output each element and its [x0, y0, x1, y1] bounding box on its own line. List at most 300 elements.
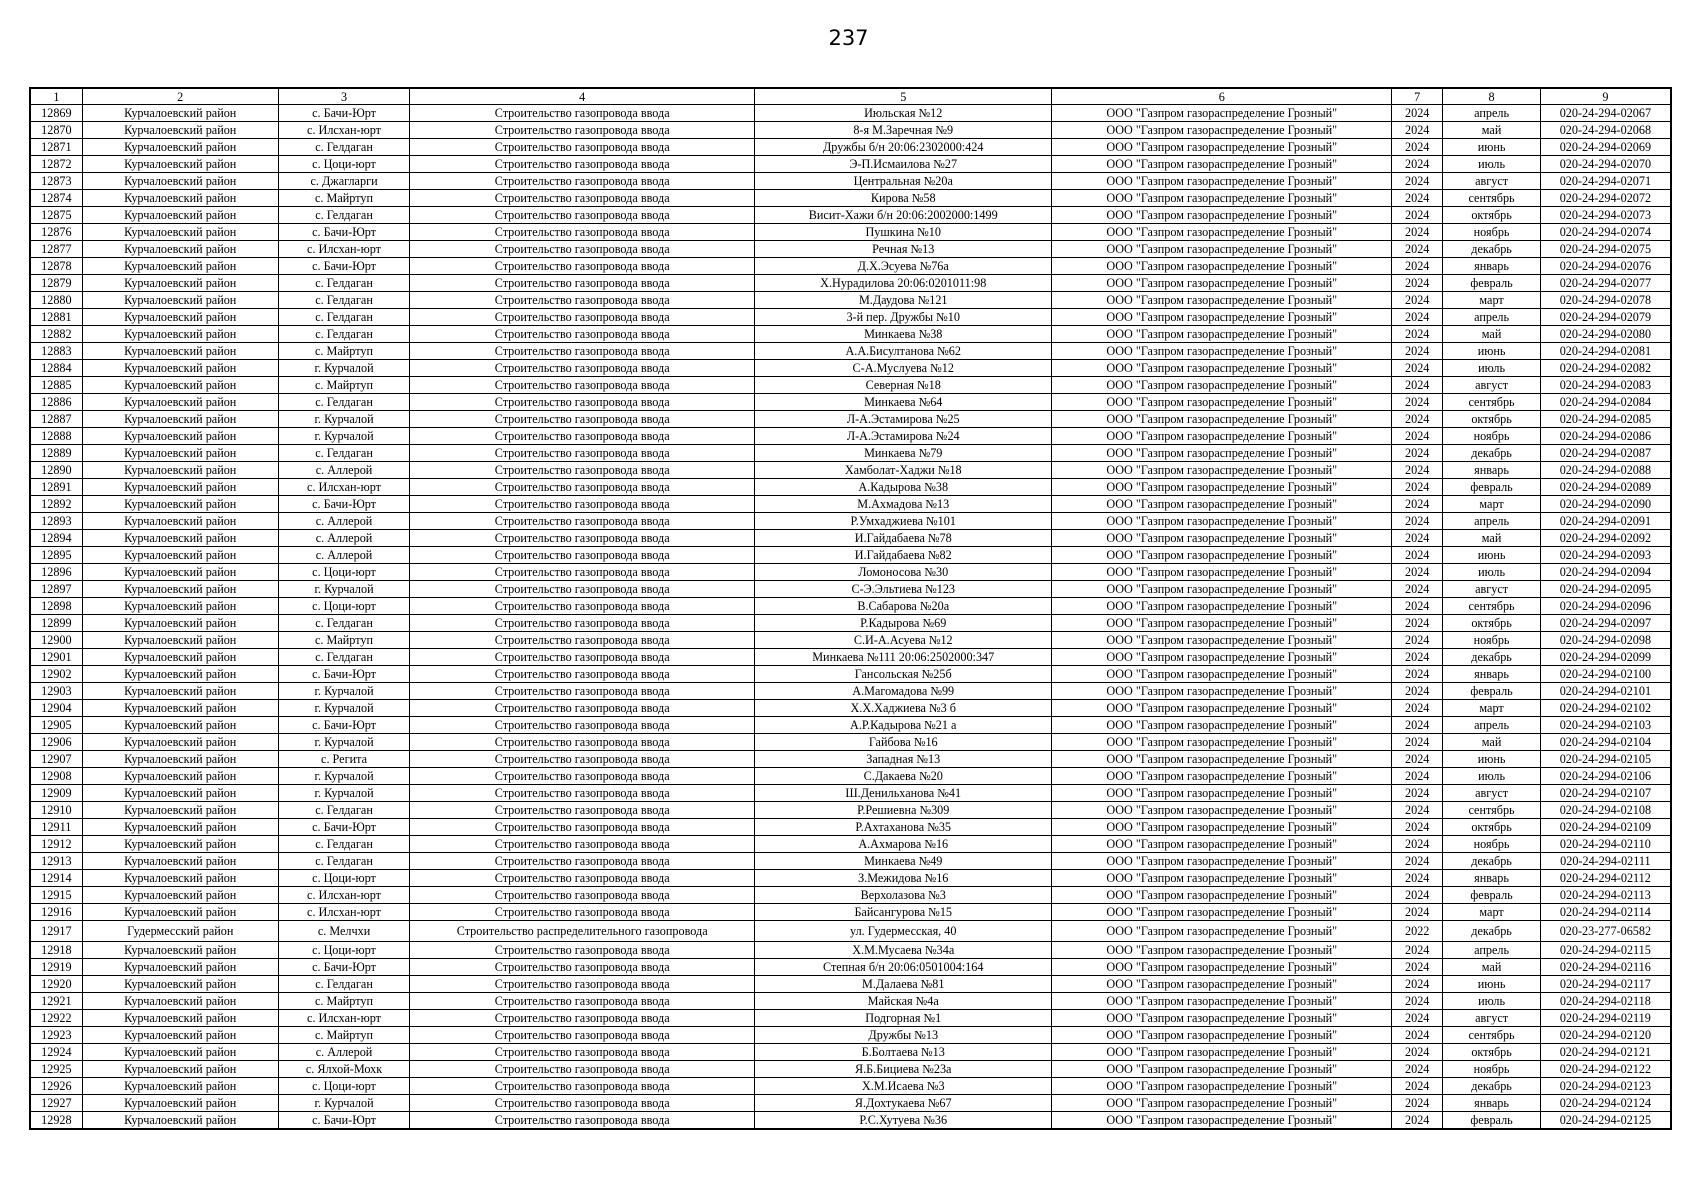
- year-cell: 2024: [1392, 139, 1443, 156]
- registration-number-cell: 020-24-294-02069: [1540, 139, 1671, 156]
- organization-cell: ООО "Газпром газораспределение Грозный": [1052, 887, 1392, 904]
- work-type-cell: Строительство газопровода ввода: [410, 394, 755, 411]
- address-cell: Верхолазова №3: [755, 887, 1052, 904]
- settlement-cell: с. Аллерой: [278, 1044, 410, 1061]
- work-type-cell: Строительство газопровода ввода: [410, 156, 755, 173]
- year-cell: 2024: [1392, 598, 1443, 615]
- year-cell: 2024: [1392, 887, 1443, 904]
- work-type-cell: Строительство газопровода ввода: [410, 1078, 755, 1095]
- settlement-cell: с. Регита: [278, 751, 410, 768]
- year-cell: 2024: [1392, 224, 1443, 241]
- work-type-cell: Строительство газопровода ввода: [410, 139, 755, 156]
- month-cell: сентябрь: [1443, 190, 1540, 207]
- work-type-cell: Строительство газопровода ввода: [410, 411, 755, 428]
- table-row: [30, 887, 1671, 904]
- record-number-cell: 12901: [30, 649, 82, 666]
- record-number-cell: 12925: [30, 1061, 82, 1078]
- table-row: [30, 921, 1671, 942]
- record-number-cell: 12886: [30, 394, 82, 411]
- record-number-cell: 12882: [30, 326, 82, 343]
- district-cell: Курчалоевский район: [82, 959, 278, 976]
- address-cell: Минкаева №79: [755, 445, 1052, 462]
- registration-number-cell: 020-24-294-02117: [1540, 976, 1671, 993]
- year-cell: 2024: [1392, 173, 1443, 190]
- month-cell: октябрь: [1443, 615, 1540, 632]
- column-header: 1: [30, 88, 82, 105]
- column-header: 5: [755, 88, 1052, 105]
- district-cell: Курчалоевский район: [82, 105, 278, 122]
- registration-number-cell: 020-24-294-02123: [1540, 1078, 1671, 1095]
- district-cell: Курчалоевский район: [82, 853, 278, 870]
- settlement-cell: г. Курчалой: [278, 360, 410, 377]
- year-cell: 2024: [1392, 445, 1443, 462]
- organization-cell: ООО "Газпром газораспределение Грозный": [1052, 326, 1392, 343]
- month-cell: май: [1443, 122, 1540, 139]
- address-cell: Х.Нурадилова 20:06:0201011:98: [755, 275, 1052, 292]
- record-number-cell: 12907: [30, 751, 82, 768]
- registration-number-cell: 020-24-294-02095: [1540, 581, 1671, 598]
- address-cell: 3-й пер. Дружбы №10: [755, 309, 1052, 326]
- settlement-cell: г. Курчалой: [278, 700, 410, 717]
- registration-number-cell: 020-24-294-02105: [1540, 751, 1671, 768]
- work-type-cell: Строительство газопровода ввода: [410, 530, 755, 547]
- settlement-cell: с. Цоци-юрт: [278, 942, 410, 959]
- year-cell: 2024: [1392, 207, 1443, 224]
- address-cell: Э-П.Исмаилова №27: [755, 156, 1052, 173]
- table-row: [30, 751, 1671, 768]
- record-number-cell: 12917: [30, 921, 82, 942]
- address-cell: В.Сабарова №20а: [755, 598, 1052, 615]
- registration-number-cell: 020-24-294-02087: [1540, 445, 1671, 462]
- year-cell: 2024: [1392, 683, 1443, 700]
- settlement-cell: с. Майртуп: [278, 343, 410, 360]
- table-row: [30, 547, 1671, 564]
- month-cell: март: [1443, 904, 1540, 921]
- table-row: [30, 428, 1671, 445]
- registration-number-cell: 020-24-294-02067: [1540, 105, 1671, 122]
- registration-number-cell: 020-24-294-02096: [1540, 598, 1671, 615]
- year-cell: 2024: [1392, 785, 1443, 802]
- month-cell: июль: [1443, 564, 1540, 581]
- settlement-cell: с. Цоци-юрт: [278, 564, 410, 581]
- month-cell: февраль: [1443, 683, 1540, 700]
- address-cell: Д.Х.Эсуева №76а: [755, 258, 1052, 275]
- table-row: [30, 1095, 1671, 1112]
- table-row: [30, 700, 1671, 717]
- table-row: [30, 394, 1671, 411]
- month-cell: июнь: [1443, 976, 1540, 993]
- year-cell: 2024: [1392, 942, 1443, 959]
- month-cell: сентябрь: [1443, 802, 1540, 819]
- month-cell: май: [1443, 734, 1540, 751]
- table-row: [30, 649, 1671, 666]
- district-cell: Курчалоевский район: [82, 598, 278, 615]
- work-type-cell: Строительство газопровода ввода: [410, 360, 755, 377]
- work-type-cell: Строительство газопровода ввода: [410, 224, 755, 241]
- table-row: [30, 768, 1671, 785]
- table-row: [30, 462, 1671, 479]
- work-type-cell: Строительство газопровода ввода: [410, 734, 755, 751]
- year-cell: 2024: [1392, 666, 1443, 683]
- district-cell: Курчалоевский район: [82, 564, 278, 581]
- month-cell: август: [1443, 581, 1540, 598]
- table-row: [30, 173, 1671, 190]
- address-cell: Подгорная №1: [755, 1010, 1052, 1027]
- settlement-cell: с. Майртуп: [278, 377, 410, 394]
- organization-cell: ООО "Газпром газораспределение Грозный": [1052, 734, 1392, 751]
- settlement-cell: с. Гелдаган: [278, 615, 410, 632]
- record-number-cell: 12889: [30, 445, 82, 462]
- work-type-cell: Строительство газопровода ввода: [410, 377, 755, 394]
- registration-number-cell: 020-24-294-02121: [1540, 1044, 1671, 1061]
- address-cell: И.Гайдабаева №78: [755, 530, 1052, 547]
- district-cell: Курчалоевский район: [82, 156, 278, 173]
- registration-number-cell: 020-24-294-02097: [1540, 615, 1671, 632]
- record-number-cell: 12881: [30, 309, 82, 326]
- settlement-cell: с. Ялхой-Мохк: [278, 1061, 410, 1078]
- settlement-cell: с. Бачи-Юрт: [278, 224, 410, 241]
- record-number-cell: 12870: [30, 122, 82, 139]
- district-cell: Курчалоевский район: [82, 513, 278, 530]
- month-cell: ноябрь: [1443, 428, 1540, 445]
- record-number-cell: 12909: [30, 785, 82, 802]
- work-type-cell: Строительство газопровода ввода: [410, 666, 755, 683]
- registration-number-cell: 020-24-294-02089: [1540, 479, 1671, 496]
- month-cell: декабрь: [1443, 445, 1540, 462]
- address-cell: Ш.Денильханова №41: [755, 785, 1052, 802]
- table-row: [30, 802, 1671, 819]
- table-row: [30, 309, 1671, 326]
- registration-number-cell: 020-24-294-02099: [1540, 649, 1671, 666]
- work-type-cell: Строительство газопровода ввода: [410, 428, 755, 445]
- settlement-cell: с. Гелдаган: [278, 309, 410, 326]
- address-cell: М.Даудова №121: [755, 292, 1052, 309]
- record-number-cell: 12924: [30, 1044, 82, 1061]
- district-cell: Курчалоевский район: [82, 547, 278, 564]
- district-cell: Курчалоевский район: [82, 1044, 278, 1061]
- organization-cell: ООО "Газпром газораспределение Грозный": [1052, 1061, 1392, 1078]
- work-type-cell: Строительство газопровода ввода: [410, 207, 755, 224]
- record-number-cell: 12895: [30, 547, 82, 564]
- registration-number-cell: 020-24-294-02101: [1540, 683, 1671, 700]
- work-type-cell: Строительство газопровода ввода: [410, 700, 755, 717]
- registration-number-cell: 020-24-294-02100: [1540, 666, 1671, 683]
- registration-number-cell: 020-24-294-02086: [1540, 428, 1671, 445]
- month-cell: июнь: [1443, 547, 1540, 564]
- record-number-cell: 12897: [30, 581, 82, 598]
- registration-number-cell: 020-24-294-02068: [1540, 122, 1671, 139]
- page-number: 237: [828, 26, 869, 50]
- work-type-cell: Строительство газопровода ввода: [410, 173, 755, 190]
- month-cell: сентябрь: [1443, 394, 1540, 411]
- table-row: [30, 959, 1671, 976]
- table-row: [30, 615, 1671, 632]
- organization-cell: ООО "Газпром газораспределение Грозный": [1052, 1010, 1392, 1027]
- settlement-cell: с. Гелдаган: [278, 802, 410, 819]
- month-cell: август: [1443, 377, 1540, 394]
- year-cell: 2024: [1392, 496, 1443, 513]
- district-cell: Курчалоевский район: [82, 258, 278, 275]
- column-header: 9: [1540, 88, 1671, 105]
- work-type-cell: Строительство газопровода ввода: [410, 649, 755, 666]
- year-cell: 2024: [1392, 649, 1443, 666]
- address-cell: Речная №13: [755, 241, 1052, 258]
- record-number-cell: 12885: [30, 377, 82, 394]
- address-cell: Х.М.Исаева №3: [755, 1078, 1052, 1095]
- district-cell: Курчалоевский район: [82, 819, 278, 836]
- settlement-cell: с. Бачи-Юрт: [278, 496, 410, 513]
- organization-cell: ООО "Газпром газораспределение Грозный": [1052, 700, 1392, 717]
- organization-cell: ООО "Газпром газораспределение Грозный": [1052, 1095, 1392, 1112]
- work-type-cell: Строительство газопровода ввода: [410, 547, 755, 564]
- organization-cell: ООО "Газпром газораспределение Грозный": [1052, 462, 1392, 479]
- record-number-cell: 12928: [30, 1112, 82, 1130]
- year-cell: 2024: [1392, 768, 1443, 785]
- year-cell: 2024: [1392, 632, 1443, 649]
- settlement-cell: с. Бачи-Юрт: [278, 258, 410, 275]
- district-cell: Курчалоевский район: [82, 683, 278, 700]
- year-cell: 2024: [1392, 275, 1443, 292]
- address-cell: Р.Решиевна №309: [755, 802, 1052, 819]
- year-cell: 2024: [1392, 1112, 1443, 1130]
- table-row: [30, 275, 1671, 292]
- table-row: [30, 1010, 1671, 1027]
- organization-cell: ООО "Газпром газораспределение Грозный": [1052, 122, 1392, 139]
- district-cell: Гудермесский район: [82, 921, 278, 942]
- settlement-cell: с. Гелдаган: [278, 976, 410, 993]
- work-type-cell: Строительство газопровода ввода: [410, 632, 755, 649]
- organization-cell: ООО "Газпром газораспределение Грозный": [1052, 666, 1392, 683]
- district-cell: Курчалоевский район: [82, 1095, 278, 1112]
- work-type-cell: Строительство газопровода ввода: [410, 751, 755, 768]
- table-row: [30, 942, 1671, 959]
- month-cell: август: [1443, 1010, 1540, 1027]
- month-cell: июнь: [1443, 343, 1540, 360]
- record-number-cell: 12922: [30, 1010, 82, 1027]
- organization-cell: ООО "Газпром газораспределение Грозный": [1052, 377, 1392, 394]
- year-cell: 2024: [1392, 105, 1443, 122]
- record-number-cell: 12920: [30, 976, 82, 993]
- work-type-cell: Строительство газопровода ввода: [410, 241, 755, 258]
- record-number-cell: 12899: [30, 615, 82, 632]
- registration-number-cell: 020-24-294-02094: [1540, 564, 1671, 581]
- month-cell: май: [1443, 326, 1540, 343]
- address-cell: Минкаева №64: [755, 394, 1052, 411]
- year-cell: 2024: [1392, 292, 1443, 309]
- table-row: [30, 904, 1671, 921]
- organization-cell: ООО "Газпром газораспределение Грозный": [1052, 343, 1392, 360]
- district-cell: Курчалоевский район: [82, 428, 278, 445]
- work-type-cell: Строительство газопровода ввода: [410, 819, 755, 836]
- settlement-cell: с. Илсхан-юрт: [278, 887, 410, 904]
- address-cell: Минкаева №38: [755, 326, 1052, 343]
- registration-number-cell: 020-24-294-02073: [1540, 207, 1671, 224]
- address-cell: Северная №18: [755, 377, 1052, 394]
- organization-cell: ООО "Газпром газораспределение Грозный": [1052, 921, 1392, 942]
- year-cell: 2024: [1392, 581, 1443, 598]
- registration-number-cell: 020-24-294-02111: [1540, 853, 1671, 870]
- address-cell: А.Кадырова №38: [755, 479, 1052, 496]
- column-header: 6: [1052, 88, 1392, 105]
- settlement-cell: с. Гелдаган: [278, 649, 410, 666]
- work-type-cell: Строительство газопровода ввода: [410, 309, 755, 326]
- work-type-cell: Строительство газопровода ввода: [410, 1112, 755, 1130]
- registration-number-cell: 020-24-294-02074: [1540, 224, 1671, 241]
- registration-number-cell: 020-24-294-02118: [1540, 993, 1671, 1010]
- table-row: [30, 479, 1671, 496]
- address-cell: Минкаева №111 20:06:2502000:347: [755, 649, 1052, 666]
- district-cell: Курчалоевский район: [82, 122, 278, 139]
- organization-cell: ООО "Газпром газораспределение Грозный": [1052, 959, 1392, 976]
- district-cell: Курчалоевский район: [82, 942, 278, 959]
- organization-cell: ООО "Газпром газораспределение Грозный": [1052, 105, 1392, 122]
- month-cell: январь: [1443, 1095, 1540, 1112]
- record-number-cell: 12903: [30, 683, 82, 700]
- district-cell: Курчалоевский район: [82, 190, 278, 207]
- month-cell: май: [1443, 530, 1540, 547]
- organization-cell: ООО "Газпром газораспределение Грозный": [1052, 360, 1392, 377]
- settlement-cell: г. Курчалой: [278, 411, 410, 428]
- record-number-cell: 12887: [30, 411, 82, 428]
- district-cell: Курчалоевский район: [82, 1010, 278, 1027]
- district-cell: Курчалоевский район: [82, 326, 278, 343]
- registration-number-cell: 020-24-294-02093: [1540, 547, 1671, 564]
- registration-number-cell: 020-24-294-02122: [1540, 1061, 1671, 1078]
- address-cell: А.А.Бисултанова №62: [755, 343, 1052, 360]
- year-cell: 2024: [1392, 343, 1443, 360]
- district-cell: Курчалоевский район: [82, 224, 278, 241]
- year-cell: 2024: [1392, 377, 1443, 394]
- year-cell: 2024: [1392, 819, 1443, 836]
- year-cell: 2024: [1392, 326, 1443, 343]
- table-row: [30, 1044, 1671, 1061]
- year-cell: 2024: [1392, 904, 1443, 921]
- table-row: [30, 496, 1671, 513]
- district-cell: Курчалоевский район: [82, 462, 278, 479]
- year-cell: 2024: [1392, 700, 1443, 717]
- district-cell: Курчалоевский район: [82, 1061, 278, 1078]
- table-row: [30, 666, 1671, 683]
- organization-cell: ООО "Газпром газораспределение Грозный": [1052, 190, 1392, 207]
- table-row: [30, 976, 1671, 993]
- address-cell: С-Э.Эльтиева №123: [755, 581, 1052, 598]
- table-row: [30, 819, 1671, 836]
- year-cell: 2024: [1392, 360, 1443, 377]
- organization-cell: ООО "Газпром газораспределение Грозный": [1052, 751, 1392, 768]
- month-cell: январь: [1443, 258, 1540, 275]
- district-cell: Курчалоевский район: [82, 1027, 278, 1044]
- settlement-cell: г. Курчалой: [278, 768, 410, 785]
- work-type-cell: Строительство газопровода ввода: [410, 581, 755, 598]
- address-cell: Я.Б.Бициева №23а: [755, 1061, 1052, 1078]
- district-cell: Курчалоевский район: [82, 241, 278, 258]
- district-cell: Курчалоевский район: [82, 734, 278, 751]
- month-cell: декабрь: [1443, 241, 1540, 258]
- table-row: [30, 632, 1671, 649]
- table-row: [30, 122, 1671, 139]
- settlement-cell: с. Гелдаган: [278, 445, 410, 462]
- month-cell: июль: [1443, 360, 1540, 377]
- table-row: [30, 993, 1671, 1010]
- month-cell: декабрь: [1443, 1078, 1540, 1095]
- work-type-cell: Строительство газопровода ввода: [410, 1061, 755, 1078]
- district-cell: Курчалоевский район: [82, 993, 278, 1010]
- work-type-cell: Строительство газопровода ввода: [410, 683, 755, 700]
- year-cell: 2024: [1392, 190, 1443, 207]
- work-type-cell: Строительство газопровода ввода: [410, 802, 755, 819]
- registration-number-cell: 020-24-294-02071: [1540, 173, 1671, 190]
- registration-number-cell: 020-24-294-02079: [1540, 309, 1671, 326]
- organization-cell: ООО "Газпром газораспределение Грозный": [1052, 241, 1392, 258]
- year-cell: 2024: [1392, 870, 1443, 887]
- organization-cell: ООО "Газпром газораспределение Грозный": [1052, 292, 1392, 309]
- organization-cell: ООО "Газпром газораспределение Грозный": [1052, 581, 1392, 598]
- settlement-cell: с. Илсхан-юрт: [278, 1010, 410, 1027]
- month-cell: март: [1443, 292, 1540, 309]
- settlement-cell: с. Цоци-юрт: [278, 870, 410, 887]
- registration-number-cell: 020-24-294-02070: [1540, 156, 1671, 173]
- address-cell: А.Магомадова №99: [755, 683, 1052, 700]
- district-cell: Курчалоевский район: [82, 700, 278, 717]
- table-row: [30, 513, 1671, 530]
- record-number-cell: 12871: [30, 139, 82, 156]
- year-cell: 2022: [1392, 921, 1443, 942]
- work-type-cell: Строительство газопровода ввода: [410, 105, 755, 122]
- year-cell: 2024: [1392, 394, 1443, 411]
- table-row: [30, 530, 1671, 547]
- month-cell: февраль: [1443, 887, 1540, 904]
- record-number-cell: 12905: [30, 717, 82, 734]
- year-cell: 2024: [1392, 1061, 1443, 1078]
- settlement-cell: с. Гелдаган: [278, 853, 410, 870]
- organization-cell: ООО "Газпром газораспределение Грозный": [1052, 156, 1392, 173]
- month-cell: октябрь: [1443, 1044, 1540, 1061]
- table-row: [30, 785, 1671, 802]
- settlement-cell: с. Гелдаган: [278, 836, 410, 853]
- settlement-cell: с. Майртуп: [278, 1027, 410, 1044]
- record-number-cell: 12877: [30, 241, 82, 258]
- organization-cell: ООО "Газпром газораспределение Грозный": [1052, 428, 1392, 445]
- registry-table: [29, 87, 1672, 1130]
- table-row: [30, 564, 1671, 581]
- table-row: [30, 836, 1671, 853]
- district-cell: Курчалоевский район: [82, 785, 278, 802]
- registration-number-cell: 020-24-294-02090: [1540, 496, 1671, 513]
- organization-cell: ООО "Газпром газораспределение Грозный": [1052, 993, 1392, 1010]
- district-cell: Курчалоевский район: [82, 173, 278, 190]
- settlement-cell: с. Цоци-юрт: [278, 1078, 410, 1095]
- address-cell: Л-А.Эстамирова №25: [755, 411, 1052, 428]
- address-cell: Х.М.Мусаева №34а: [755, 942, 1052, 959]
- table-row: [30, 156, 1671, 173]
- month-cell: июль: [1443, 156, 1540, 173]
- settlement-cell: с. Бачи-Юрт: [278, 959, 410, 976]
- settlement-cell: с. Майртуп: [278, 190, 410, 207]
- district-cell: Курчалоевский район: [82, 411, 278, 428]
- year-cell: 2024: [1392, 428, 1443, 445]
- record-number-cell: 12915: [30, 887, 82, 904]
- year-cell: 2024: [1392, 959, 1443, 976]
- district-cell: Курчалоевский район: [82, 904, 278, 921]
- column-number-row: [30, 88, 1671, 105]
- month-cell: декабрь: [1443, 853, 1540, 870]
- district-cell: Курчалоевский район: [82, 581, 278, 598]
- month-cell: март: [1443, 496, 1540, 513]
- work-type-cell: Строительство газопровода ввода: [410, 993, 755, 1010]
- organization-cell: ООО "Газпром газораспределение Грозный": [1052, 836, 1392, 853]
- work-type-cell: Строительство газопровода ввода: [410, 1095, 755, 1112]
- district-cell: Курчалоевский район: [82, 1078, 278, 1095]
